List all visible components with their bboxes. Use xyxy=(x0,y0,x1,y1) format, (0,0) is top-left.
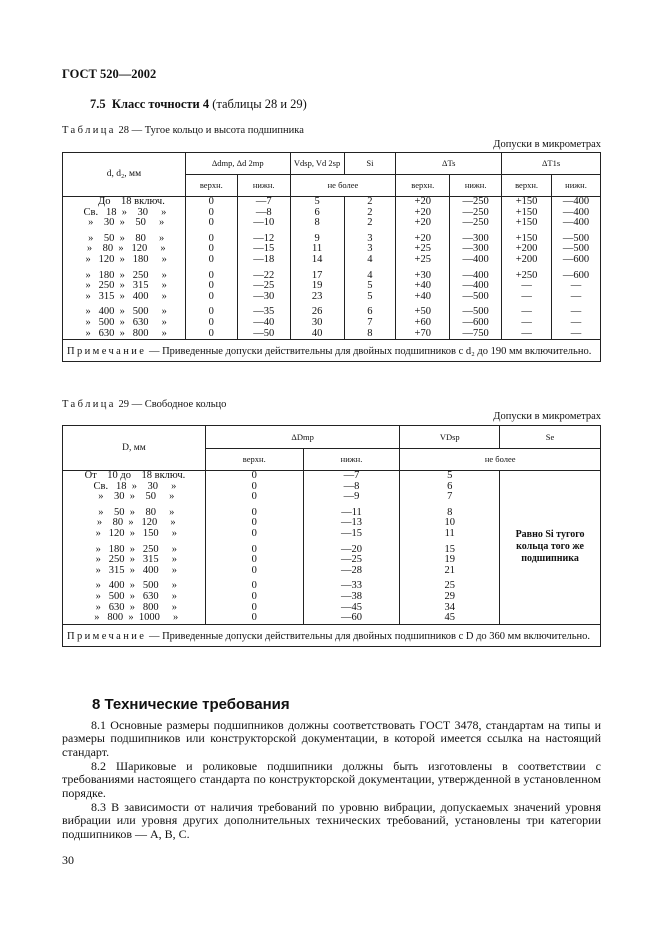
table-value-cell: 0 xyxy=(208,217,214,229)
table-value-cell: 0 xyxy=(208,243,214,255)
table-value-cell: —25 xyxy=(341,554,362,566)
t29-head-max: не более xyxy=(400,449,601,471)
table-value-cell: 0 xyxy=(208,290,214,302)
table-value-cell: —600 xyxy=(562,269,590,281)
table-value-cell: 0 xyxy=(251,554,257,566)
size-range-cell: » 80 » 120 » xyxy=(84,243,166,255)
size-range-cell: » 250 » 315 » xyxy=(82,280,167,292)
table-value-cell: 0 xyxy=(251,564,257,576)
table-value-cell: —250 xyxy=(462,196,489,207)
table-value-cell: —18 xyxy=(253,253,275,265)
table-value-cell: 30 xyxy=(311,316,323,328)
table-value-cell: 10 xyxy=(444,517,455,529)
table-value-cell: 14 xyxy=(311,253,323,265)
table-value-cell: —35 xyxy=(253,306,275,318)
table-value-cell: 3 xyxy=(367,232,373,244)
table-value-cell: —60 xyxy=(341,612,362,624)
size-range-cell: От 10 до 18 включ. xyxy=(84,470,186,481)
table-value-cell: 2 xyxy=(367,206,373,218)
paragraph-8-1-text: 8.1 Основные размеры подшипников должны соответствовать ГОСТ 3478, стандартам на типы и размеры подшипников или конструкторской документации, в которой имеется ссылка на настоящий стандарт. xyxy=(62,718,601,759)
table-value-cell: 9 xyxy=(314,232,320,244)
table-value-cell: — xyxy=(521,280,532,292)
table-value-cell: — xyxy=(521,316,532,328)
table-value-cell: —250 xyxy=(462,217,489,229)
table-value-cell: —400 xyxy=(462,280,489,292)
paragraph-8-1 xyxy=(62,719,601,759)
t28-head-max: не более xyxy=(290,175,396,197)
table-value-cell: —400 xyxy=(462,253,489,265)
table-value-cell: +150 xyxy=(515,217,538,229)
table-value-cell: 0 xyxy=(251,527,257,539)
table-value-cell: —28 xyxy=(341,564,362,576)
size-range-cell: » 30 » 50 » xyxy=(95,491,175,503)
table-value-cell: —300 xyxy=(462,232,489,244)
table-value-cell: —13 xyxy=(341,517,362,529)
t28-head-si: Si xyxy=(344,153,396,175)
t29-se-text: Равно Si тугого кольца того же подшипника xyxy=(515,529,585,565)
table-value-cell: 0 xyxy=(208,306,214,318)
size-range-cell: » 400 » 500 » xyxy=(82,306,167,318)
t28-head-vdsp: Vdsp, Vd 2sp xyxy=(290,153,344,175)
table-value-cell: — xyxy=(521,306,532,318)
table-value-cell: 0 xyxy=(251,491,257,503)
table-value-cell: —33 xyxy=(341,580,362,592)
section-bold-title: Класс точности 4 xyxy=(111,97,210,111)
table-value-cell: — xyxy=(570,327,582,339)
table-value-cell: —400 xyxy=(562,206,590,218)
table-value-cell: 15 xyxy=(444,543,455,555)
table-value-cell: 7 xyxy=(367,316,373,328)
t29-head-se: Se xyxy=(500,426,601,449)
t28-col-dmp-lower xyxy=(237,197,290,340)
t29-se-merged-cell xyxy=(500,471,601,625)
t29-head-vdsp: VDsp xyxy=(400,426,500,449)
size-range-cell: » 180 » 250 » xyxy=(82,269,167,281)
t29-col-dmp-lower xyxy=(303,471,400,625)
size-range-cell: Св. 18 » 30 » xyxy=(93,480,177,492)
t28-head-delta-t1s: ΔT1s xyxy=(502,153,601,175)
size-range-cell: До 18 включ. xyxy=(85,196,165,207)
table-value-cell: —500 xyxy=(462,290,489,302)
size-range-cell: » 500 » 630 » xyxy=(92,590,177,602)
table-value-cell: —12 xyxy=(253,232,275,244)
table-value-cell: +25 xyxy=(414,253,431,265)
t29-col-range xyxy=(63,471,206,625)
table-value-cell: 0 xyxy=(251,480,257,492)
t29-head-D: D, мм xyxy=(63,426,206,471)
t28-head-d: d, d₂, мм xyxy=(63,153,186,197)
table-value-cell: —7 xyxy=(343,470,360,481)
table-value-cell: —25 xyxy=(253,280,275,292)
size-range-cell: » 800 » 1000 » xyxy=(91,612,179,624)
table-value-cell: —11 xyxy=(341,506,362,518)
table-value-cell: —250 xyxy=(462,206,489,218)
size-range-cell: » 250 » 315 » xyxy=(92,554,177,566)
table-value-cell: +200 xyxy=(515,253,538,265)
t28-col-si xyxy=(344,197,396,340)
table-value-cell: 0 xyxy=(208,327,214,339)
t28-head-lower: нижн. xyxy=(237,175,290,197)
t28-head-delta-dmp: Δdmp, Δd 2mp xyxy=(185,153,290,175)
table-value-cell: +20 xyxy=(414,217,431,229)
table-value-cell: —8 xyxy=(255,206,272,218)
table-value-cell: 4 xyxy=(367,269,373,281)
table-value-cell: +20 xyxy=(414,206,431,218)
table-value-cell: 8 xyxy=(367,327,373,339)
size-range-cell: » 80 » 120 » xyxy=(94,517,176,529)
t29-head-upper: верхн. xyxy=(205,449,303,471)
size-range-cell: » 180 » 250 » xyxy=(92,543,177,555)
table-value-cell: 2 xyxy=(367,196,373,207)
t28-head-upper: верхн. xyxy=(502,175,552,197)
section-8-heading: 8 Технические требования xyxy=(92,696,290,713)
table-value-cell: —22 xyxy=(253,269,275,281)
table-value-cell: — xyxy=(570,316,582,328)
t29-note xyxy=(63,624,601,646)
t28-note-label: Примечание xyxy=(67,346,147,358)
table-value-cell: 6 xyxy=(314,206,320,218)
paragraph-8-3-text: 8.3 В зависимости от наличия требований по уровню вибрации, допускаемых значений уровня вибрации или уровня других дополнительных технических требований, установлены три категории подшипников — А, В, С. xyxy=(62,800,601,841)
document-standard-number: ГОСТ 520—2002 xyxy=(62,67,157,81)
table-value-cell: +250 xyxy=(515,269,538,281)
table-value-cell: +40 xyxy=(414,290,431,302)
t28-col-t1s-upper xyxy=(502,197,552,340)
table-value-cell: +150 xyxy=(515,206,538,218)
size-range-cell: » 630 » 800 » xyxy=(82,327,167,339)
table-value-cell: 0 xyxy=(208,280,214,292)
table-value-cell: 7 xyxy=(447,491,453,503)
table-value-cell: —30 xyxy=(253,290,275,302)
table-value-cell: 0 xyxy=(251,580,257,592)
table-value-cell: 11 xyxy=(444,527,455,539)
table-value-cell: 19 xyxy=(311,280,323,292)
table-value-cell: +20 xyxy=(414,196,431,207)
table-value-cell: 0 xyxy=(208,206,214,218)
size-range-cell: » 50 » 80 » xyxy=(85,232,165,244)
section-rest: (таблицы 28 и 29) xyxy=(212,97,307,111)
table-value-cell: 0 xyxy=(208,316,214,328)
table-value-cell: —15 xyxy=(341,527,362,539)
table-value-cell: 5 xyxy=(447,470,453,481)
t28-col-vdsp xyxy=(290,197,344,340)
table-value-cell: —15 xyxy=(253,243,275,255)
table-value-cell: +60 xyxy=(414,316,431,328)
table29-caption xyxy=(62,399,226,410)
table-value-cell: 40 xyxy=(311,327,323,339)
table-value-cell: —400 xyxy=(462,269,489,281)
t29-head-delta-dmp: ΔDmp xyxy=(205,426,400,449)
table-value-cell: +70 xyxy=(414,327,431,339)
t29-note-text: — Приведенные допуски действительны для двойных подшипников с D до 360 мм включительно. xyxy=(148,630,591,642)
table-value-cell: —7 xyxy=(255,196,272,207)
table-value-cell: 45 xyxy=(444,612,455,624)
size-range-cell: » 30 » 50 » xyxy=(85,217,165,229)
table-value-cell: —9 xyxy=(343,491,360,503)
table28-caption-text: 28 — Тугое кольцо и высота подшипника xyxy=(118,125,304,136)
table-value-cell: 0 xyxy=(208,196,214,207)
table-value-cell: — xyxy=(570,290,582,302)
size-range-cell: » 315 » 400 » xyxy=(92,564,177,576)
table-value-cell: —10 xyxy=(253,217,275,229)
paragraph-8-2 xyxy=(62,760,601,800)
t29-col-dmp-upper xyxy=(205,471,303,625)
table-value-cell: +150 xyxy=(515,196,538,207)
table-value-cell: —400 xyxy=(562,217,590,229)
size-range-cell: » 315 » 400 » xyxy=(82,290,167,302)
table-value-cell: +30 xyxy=(414,269,431,281)
table-value-cell: 0 xyxy=(251,517,257,529)
section-7-5-title xyxy=(90,97,307,112)
size-range-cell: » 120 » 150 » xyxy=(92,527,177,539)
table-value-cell: 8 xyxy=(447,506,453,518)
table-value-cell: +20 xyxy=(414,232,431,244)
table-value-cell: 34 xyxy=(444,601,455,613)
table29 xyxy=(62,425,601,647)
table-value-cell: 8 xyxy=(314,217,320,229)
table-value-cell: 0 xyxy=(251,601,257,613)
table-value-cell: 0 xyxy=(208,269,214,281)
table-value-cell: 5 xyxy=(367,290,373,302)
paragraph-8-3 xyxy=(62,801,601,841)
size-range-cell: » 50 » 80 » xyxy=(95,506,175,518)
table-value-cell: +150 xyxy=(515,232,538,244)
table-value-cell: 25 xyxy=(444,580,455,592)
size-range-cell: » 500 » 630 » xyxy=(82,316,167,328)
table-value-cell: 19 xyxy=(444,554,455,566)
size-range-cell: » 630 » 800 » xyxy=(92,601,177,613)
table-value-cell: — xyxy=(570,306,582,318)
table-value-cell: +50 xyxy=(414,306,431,318)
t28-head-upper: верхн. xyxy=(185,175,237,197)
t28-col-ts-lower xyxy=(450,197,502,340)
table-value-cell: 29 xyxy=(444,590,455,602)
size-range-cell: » 120 » 180 » xyxy=(82,253,167,265)
table-value-cell: 2 xyxy=(367,217,373,229)
table29-caption-text: 29 — Свободное кольцо xyxy=(118,399,227,410)
table-value-cell: +200 xyxy=(515,243,538,255)
t28-head-upper: верхн. xyxy=(396,175,450,197)
table-value-cell: 6 xyxy=(447,480,453,492)
table-value-cell: —500 xyxy=(462,306,489,318)
t28-col-range xyxy=(63,197,186,340)
table-value-cell: 4 xyxy=(367,253,373,265)
table-value-cell: —750 xyxy=(462,327,489,339)
table-value-cell: —8 xyxy=(343,480,360,492)
t28-head-delta-ts: ΔTs xyxy=(396,153,502,175)
table-value-cell: —45 xyxy=(341,601,362,613)
table-value-cell: 0 xyxy=(251,506,257,518)
table-value-cell: —400 xyxy=(562,196,590,207)
table-value-cell: —500 xyxy=(562,243,590,255)
table29-caption-label: Таблица xyxy=(62,399,116,410)
table-value-cell: 0 xyxy=(251,543,257,555)
table-value-cell: 17 xyxy=(311,269,323,281)
table-value-cell: 5 xyxy=(367,280,373,292)
table-value-cell: —50 xyxy=(253,327,275,339)
table-value-cell: 6 xyxy=(367,306,373,318)
table-value-cell: 0 xyxy=(208,253,214,265)
table-value-cell: —600 xyxy=(462,316,489,328)
t29-head-lower: нижн. xyxy=(303,449,400,471)
table-value-cell: 26 xyxy=(311,306,323,318)
size-range-cell: Св. 18 » 30 » xyxy=(83,206,167,218)
t28-col-ts-upper xyxy=(396,197,450,340)
table-value-cell: 21 xyxy=(444,564,455,576)
table29-units: Допуски в микрометрах xyxy=(493,411,601,422)
table-value-cell: —300 xyxy=(462,243,489,255)
table-value-cell: —500 xyxy=(562,232,590,244)
t28-note-text: — Приведенные допуски действительны для двойных подшипников с d₂ до 190 мм включительно. xyxy=(148,346,592,358)
t29-col-vdsp xyxy=(400,471,500,625)
table-value-cell: 0 xyxy=(251,590,257,602)
size-range-cell: » 400 » 500 » xyxy=(92,580,177,592)
table28-caption xyxy=(62,125,304,136)
t28-head-lower: нижн. xyxy=(450,175,502,197)
table-value-cell: — xyxy=(521,290,532,302)
table28-caption-label: Таблица xyxy=(62,125,116,136)
table-value-cell: —38 xyxy=(341,590,362,602)
table28-units: Допуски в микрометрах xyxy=(493,139,601,150)
table-value-cell: 0 xyxy=(251,612,257,624)
table-value-cell: +40 xyxy=(414,280,431,292)
table28 xyxy=(62,152,601,362)
page-number: 30 xyxy=(62,853,74,867)
table-value-cell: — xyxy=(570,280,582,292)
table-value-cell: —40 xyxy=(253,316,275,328)
table-value-cell: — xyxy=(521,327,532,339)
t29-note-label: Примечание xyxy=(67,630,147,642)
table-value-cell: 5 xyxy=(314,196,320,207)
t28-note xyxy=(63,340,601,362)
t28-col-t1s-lower xyxy=(552,197,601,340)
t28-head-lower: нижн. xyxy=(552,175,601,197)
table-value-cell: —20 xyxy=(341,543,362,555)
table-value-cell: 0 xyxy=(208,232,214,244)
table-value-cell: 11 xyxy=(312,243,323,255)
table-value-cell: +25 xyxy=(414,243,431,255)
table-value-cell: 3 xyxy=(367,243,373,255)
table-value-cell: —600 xyxy=(562,253,590,265)
paragraph-8-2-text: 8.2 Шариковые и роликовые подшипники должны быть изготовлены в соответствии с требованиями настоящего стандарта по конструкторской документации, утвержденной в установленном порядке. xyxy=(62,759,601,800)
t28-col-dmp-upper xyxy=(185,197,237,340)
section-number: 7.5 xyxy=(90,97,106,111)
table-value-cell: 0 xyxy=(251,470,257,481)
table-value-cell: 23 xyxy=(311,290,323,302)
